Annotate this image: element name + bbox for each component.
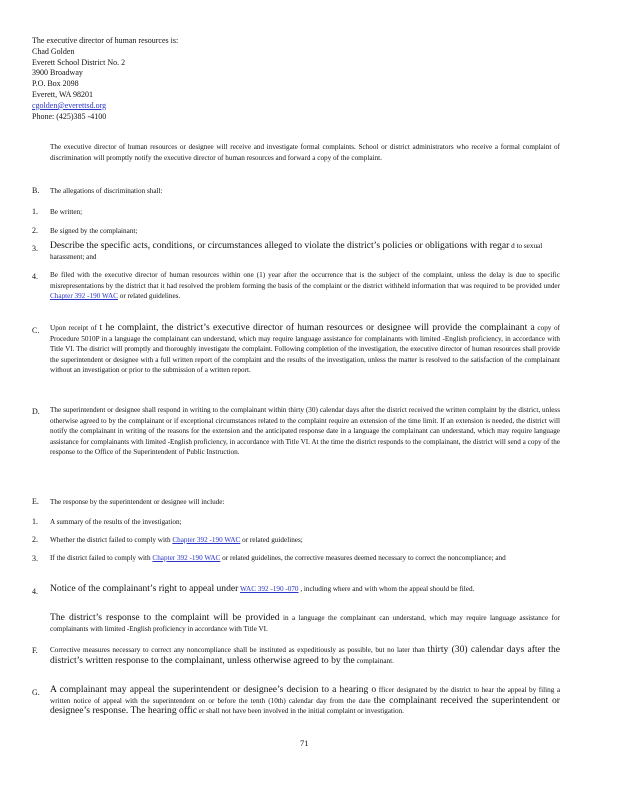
e-item-4-text-rest: , including where and with whom the appeal should be filed. (300, 585, 475, 593)
section-c-large-text: t he complaint, the district’s executive director of human resources or designee will provide the complainant a (99, 322, 535, 333)
section-c-small-1: Upon receipt of (50, 324, 97, 332)
item-2-label: 2. (32, 226, 38, 235)
section-f-large-text: thirty (30) calendar days after the district’s written response to the complainant, unless otherwise agreed to by the (50, 644, 561, 666)
contact-phone: Phone: (425)385 -4100 (32, 111, 107, 121)
item-1-text: Be written; (50, 208, 83, 216)
section-g-small-1: fficer designated by the district to hear the appeal by filing a written notice of appeal with the superintendent on or before the tenth (10th) calendar day from the date (50, 686, 561, 705)
section-b-text: The allegations of discrimination shall: (50, 187, 163, 195)
section-g-text (50, 685, 560, 717)
item-3-label: 3. (32, 244, 38, 253)
section-e-label: E. (32, 497, 39, 506)
section-e-text: The response by the superintendent or designee will include: (50, 498, 225, 506)
e-item-2-wac-link[interactable]: Chapter 392 -190 WAC (172, 536, 241, 544)
intro-paragraph: The executive director of human resources or designee will receive and investigate formal complaints. School or district administrators who receive a formal complaint of discrimination will promptly notify the executive director of human resources and forward a copy of the complaint. (50, 143, 560, 162)
section-f-small-2: complainant. (356, 656, 394, 665)
item-4-label: 4. (32, 272, 38, 281)
response-language-paragraph (50, 613, 560, 634)
section-c-small-2: copy of Procedure 5010P in a language the complainant can understand, which may require language assistance for complainants with limited -English proficiency, in accordance with Title VI. The district will promptly and thoroughly investigate the complaint. Following completion of the investigation, the executive director of human resources shall provide the superintendent or designee with a full written report of the complaint and the results of the investigation, unless the matter is resolved to the satisfaction of the complainant without an investigation or prior to the submission of a written report. (50, 324, 561, 375)
section-f-text (50, 645, 560, 666)
section-c-label: C. (32, 326, 40, 335)
e-item-2-label: 2. (32, 535, 38, 544)
contact-org: Everett School District No. 2 (32, 57, 126, 67)
e-item-2-text-a: Whether the district failed to comply with (50, 536, 171, 544)
section-f-label: F. (32, 646, 38, 655)
section-g-small-2: er shall not have been involved in the initial complaint or investigation. (198, 707, 404, 716)
e-item-3-text (50, 553, 560, 564)
contact-name: Chad Golden (32, 46, 75, 56)
section-g-label: G. (32, 688, 40, 697)
response-small-text: in a language the complainant can understand, which may require language assistance for complainants with limited -English proficiency in accordance with Title VI. (50, 614, 560, 633)
section-b-label: B. (32, 186, 40, 195)
e-item-4-text (50, 584, 560, 595)
e-item-4-wac-link[interactable]: WAC 392 -190 -070 (240, 585, 299, 593)
section-d-label: D. (32, 407, 40, 416)
response-large-text: The district’s response to the complaint will be provided (50, 612, 280, 623)
section-c-text (50, 323, 560, 376)
contact-intro: The executive director of human resources is: (32, 36, 179, 45)
item-3-text (50, 241, 565, 262)
section-d-text: The superintendent or designee shall respond in writing to the complainant within thirty (30) calendar days after the district received the written complaint by the district, unless otherwise agreed to by the complainant or if exceptional circumstances related to the complaint require an extension of the time limit. If an extension is needed, the district will notify the complainant in writing of the reasons for the extension and the anticipated response date in a language the complainant can understand, which may require language assistance for complainants with limited -English proficiency, in accordance with Title VI. At the time the district responds to the complainant, the district will send a copy of the response to the Office of the Superintendent of Public Instruction. (50, 406, 560, 457)
item-4-text (50, 270, 560, 302)
item-1-label: 1. (32, 207, 38, 216)
section-g-large-2: the complainant received the superintendent or designee’s response. The hearing offic (50, 694, 560, 717)
item-4-wac-link[interactable]: Chapter 392 -190 WAC (50, 292, 118, 301)
contact-email-link[interactable]: cgolden@everettsd.org (32, 100, 107, 110)
item-4-text-b: or related guidelines. (119, 292, 181, 301)
contact-block (32, 36, 178, 122)
item-3-small-text: d to sexual harassment; and (50, 242, 543, 261)
e-item-3-wac-link[interactable]: Chapter 392 -190 WAC (152, 554, 221, 562)
e-item-3-label: 3. (32, 554, 38, 563)
e-item-4-large-text: Notice of the complainant’s right to appeal under (50, 583, 239, 594)
contact-city: Everett, WA 98201 (32, 89, 93, 99)
contact-pobox: P.O. Box 2098 (32, 79, 79, 89)
item-3-large-text: Describe the specific acts, conditions, or circumstances alleged to violate the district’s policies or obligations with regar (50, 240, 510, 251)
page-number: 71 (300, 738, 309, 748)
contact-street: 3900 Broadway (32, 68, 83, 78)
e-item-3-text-a: If the district failed to comply with (50, 554, 151, 562)
e-item-2-text (50, 535, 560, 546)
e-item-4-label: 4. (32, 587, 38, 596)
item-4-text-a: Be filed with the executive director of human resources within one (1) year after the occurrence that is the subject of the complaint, unless the delay is due to specific misrepresentations by the district that it had resolved the problem forming the basis of the complaint or the district withheld information that was required to be provided under (50, 271, 560, 290)
e-item-3-text-b: or related guidelines, the corrective measures deemed necessary to correct the noncompliance; and (222, 554, 506, 562)
e-item-1-label: 1. (32, 517, 38, 526)
section-g-large-1: A complainant may appeal the superintendent or designee’s decision to a hearing o (50, 684, 377, 695)
section-f-small-1: Corrective measures necessary to correct any noncompliance shall be instituted as expeditiously as possible, but no later than (50, 646, 425, 654)
e-item-1-text: A summary of the results of the investigation; (50, 518, 182, 526)
e-item-2-text-b: or related guidelines; (242, 536, 303, 544)
item-2-text: Be signed by the complainant; (50, 227, 138, 235)
